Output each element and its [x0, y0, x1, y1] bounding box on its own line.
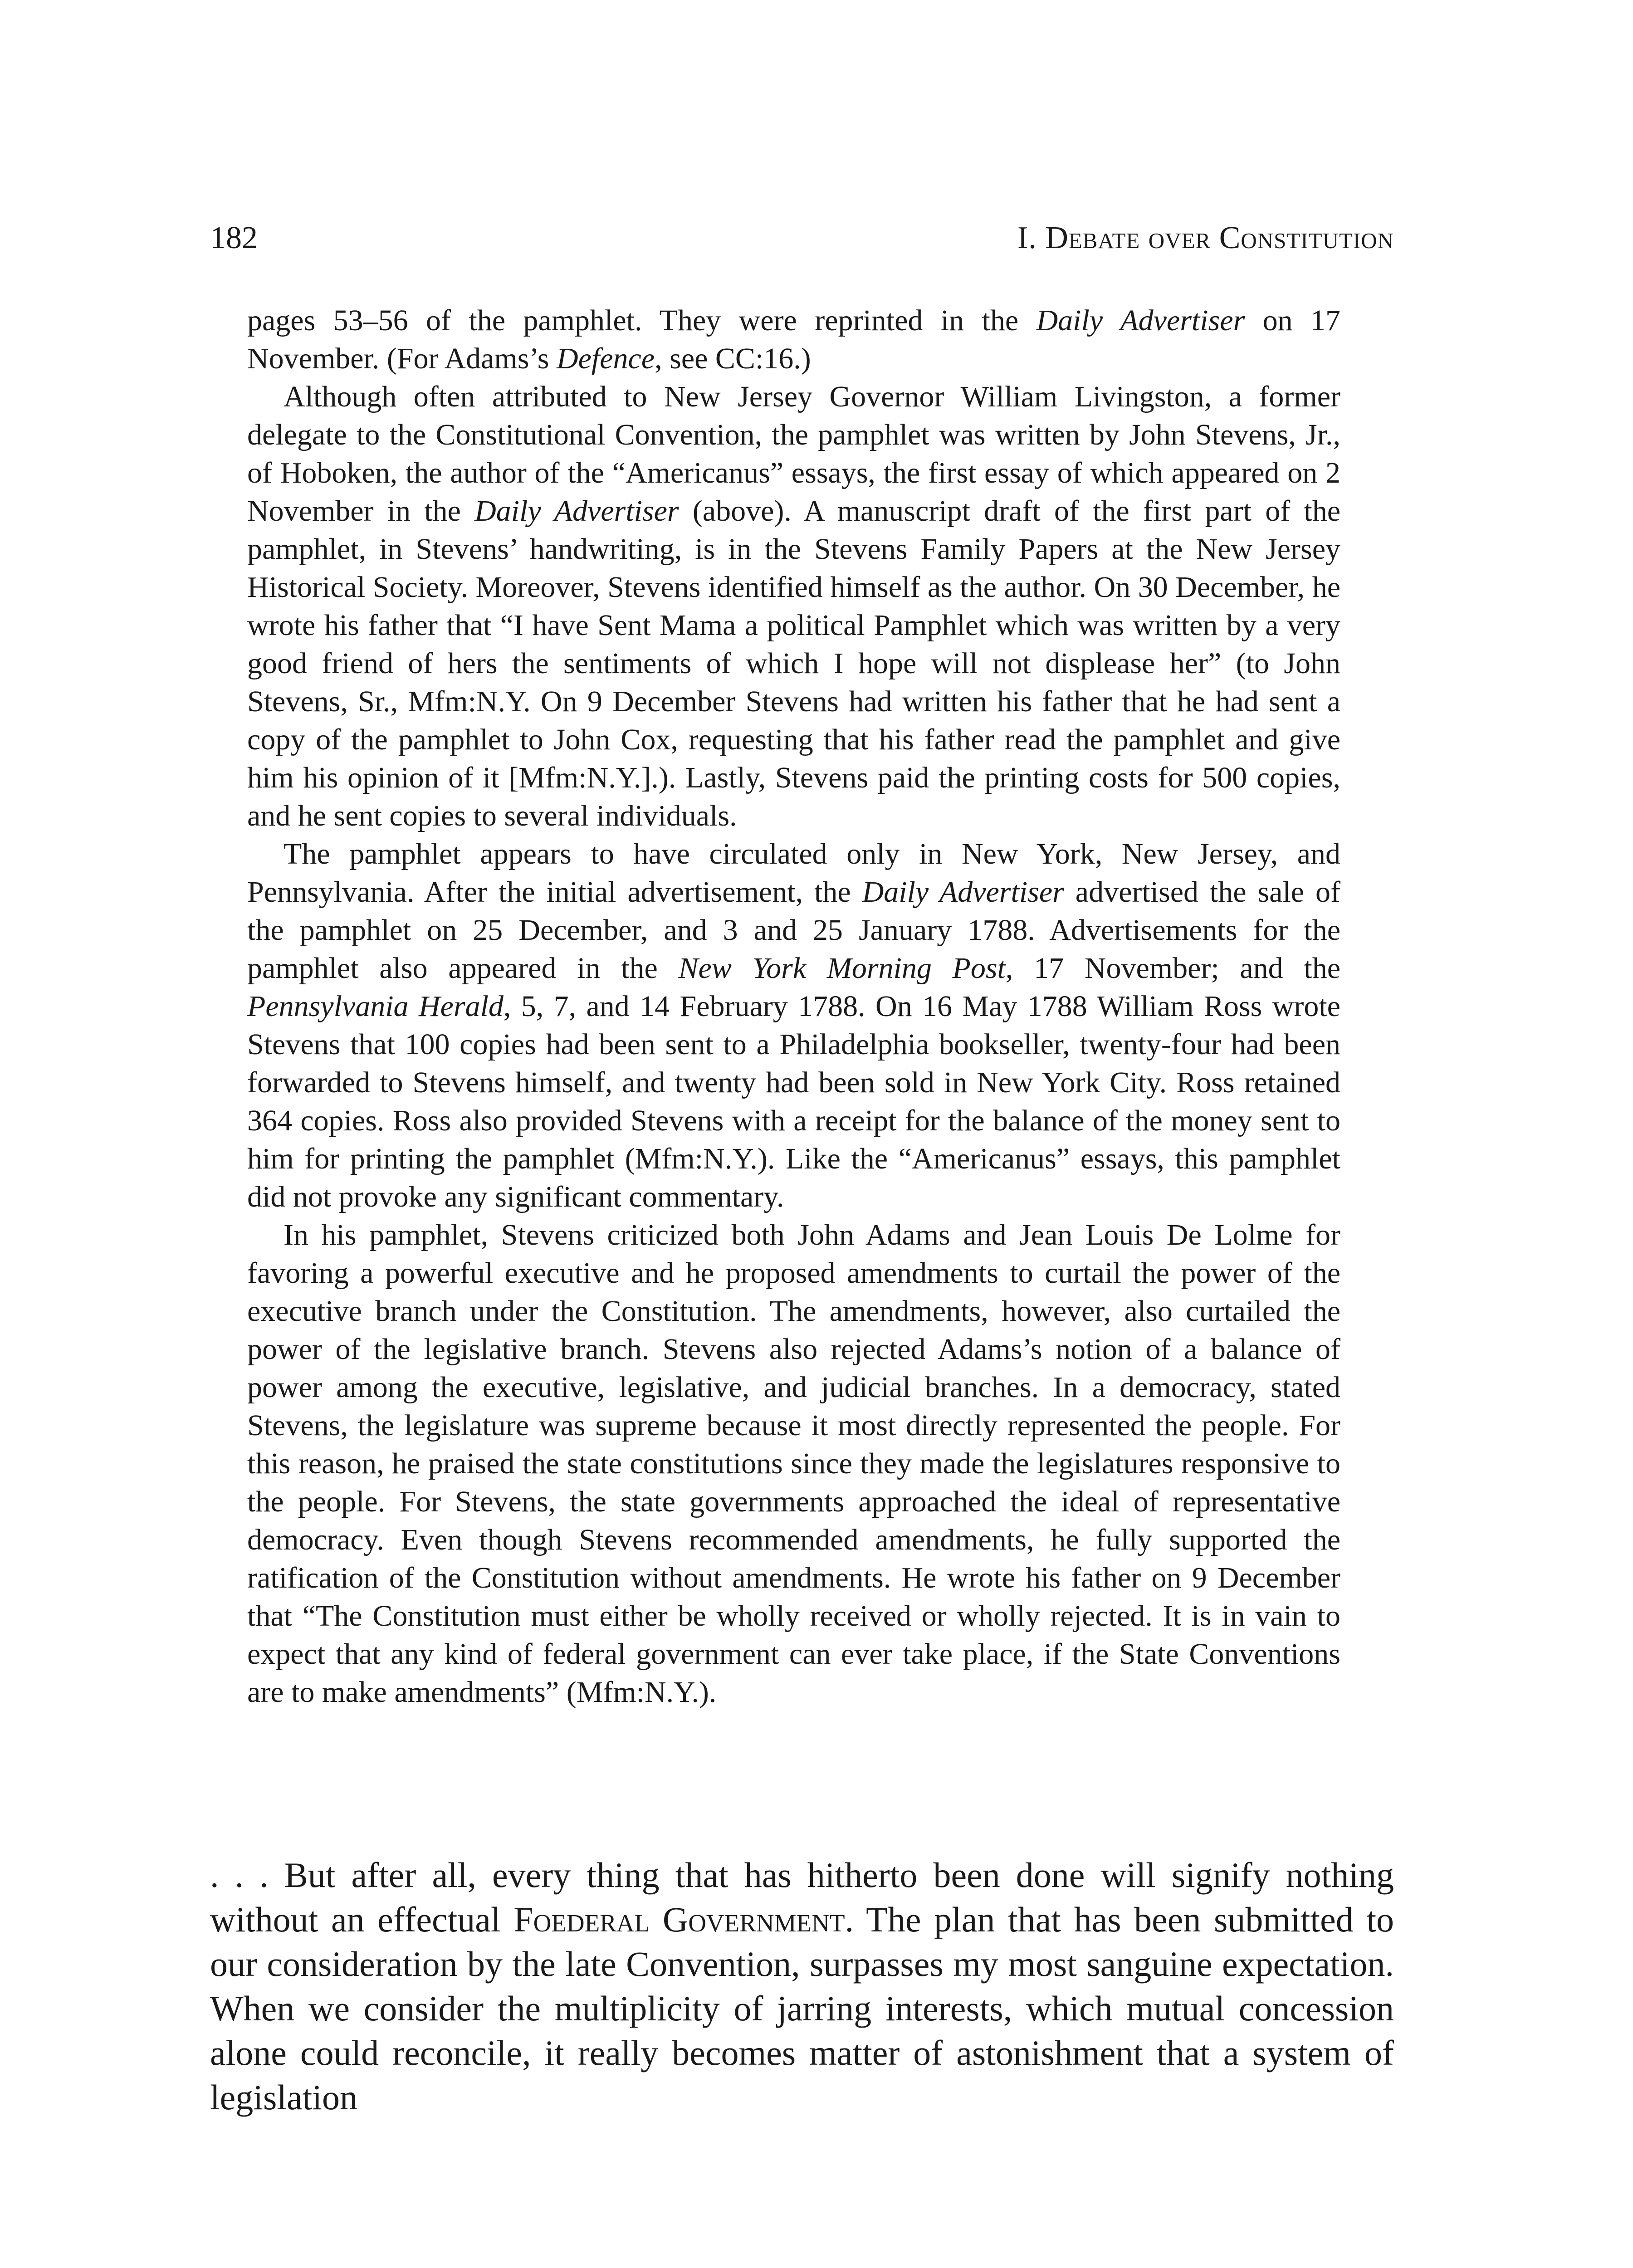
headnote-text: advertised the sale of the pamphlet on 25 December, and 3 and 25 January 1788. Advertisements for the pamphlet also appeared in the: [247, 875, 1341, 985]
newspaper-title: Daily Advertiser: [862, 875, 1064, 909]
document-text: [210, 1853, 1394, 2120]
headnote-text: , 17 November; and the: [1005, 952, 1340, 985]
headnote-text: , 5, 7, and 14 February 1788. On 16 May 1788 William Ross wrote Stevens that 100 copies had been sent to a Philadelphia bookseller, twenty-four had been forwarded to Stevens himself, and twenty had been sold in New York City. Ross retained 364 copies. Ross also provided Stevens with a receipt for the balance of the money sent to him for printing the pamphlet (Mfm:N.Y.). Like the “Americanus” essays, this pamphlet did not provoke any significant commentary.: [247, 990, 1340, 1213]
headnote-text: Although often attributed to New Jersey Governor William Livingston, a former delegate to the Constitutional Convention, the pamphlet was written by John Stevens, Jr., of Hoboken, the author of the “Americanus” essays, the first essay of which appeared on 2 November in the: [247, 380, 1340, 528]
document-paragraph: [210, 1853, 1394, 2120]
headnote-paragraph-3: [247, 835, 1340, 1216]
headnote-text: pages 53–56 of the pamphlet. They were reprinted in the: [247, 304, 1037, 337]
small-caps-phrase: Foederal Government: [513, 1900, 845, 1939]
running-head: [210, 213, 1394, 263]
section-title: I. Debate over Constitution: [1017, 220, 1394, 255]
headnote-paragraph-4: In his pamphlet, Stevens criticized both John Adams and Jean Louis De Lolme for favoring a powerful executive and he proposed amendments to curtail the power of the executive branch under the Constitution. The amendments, however, also curtailed the power of the legislative branch. Stevens also rejected Adams’s notion of a balance of power among the executive, legislative, and judicial branches. In a democracy, stated Stevens, the legislature was supreme because it most directly represented the people. For this reason, he praised the state constitutions since they made the legislatures responsive to the people. For Stevens, the state governments approached the ideal of representative democracy. Even though Stevens recommended amendments, he fully supported the ratification of the Constitution without amendments. He wrote his father on 9 December that “The Constitution must either be wholly received or wholly rejected. It is in vain to expect that any kind of federal government can ever take place, if the State Conventions are to make amendments” (Mfm:N.Y.).: [247, 1218, 1340, 1709]
newspaper-title: New York Morning Post: [678, 952, 1006, 985]
newspaper-title: Daily Advertiser: [474, 494, 679, 528]
newspaper-title: Daily Advertiser: [1036, 304, 1245, 337]
page-number: 182: [210, 220, 258, 255]
newspaper-title: Pennsylvania Herald: [247, 990, 504, 1023]
editorial-headnote: [247, 302, 1340, 1711]
work-title: Defence: [556, 342, 655, 375]
document-text-run: . . . But after all, every thing that has hitherto been done will signify nothing without an effectual: [210, 1855, 1394, 1939]
headnote-paragraph-1: [247, 302, 1340, 378]
document-text-run: . The plan that has been submitted to our consideration by the late Convention, surpasses my most sanguine expectation. When we consider the multiplicity of jarring interests, which mutual concession alone could reconcile, it really becomes matter of astonishment that a system of legislation: [210, 1900, 1394, 2117]
headnote-text: (above). A manuscript draft of the first part of the pamphlet, in Stevens’ handwriting, is in the Stevens Family Papers at the New Jersey Historical Society. Moreover, Stevens identified himself as the author. On 30 December, he wrote his father that “I have Sent Mama a political Pamphlet which was written by a very good friend of hers the sentiments of which I hope will not displease her” (to John Stevens, Sr., Mfm:N.Y. On 9 December Stevens had written his father that he had sent a copy of the pamphlet to John Cox, requesting that his father read the pamphlet and give him his opinion of it [Mfm:N.Y.].). Lastly, Stevens paid the printing costs for 500 copies, and he sent copies to several individuals.: [247, 494, 1340, 832]
headnote-text: , see CC:16.): [655, 342, 811, 375]
headnote-paragraph-2: [247, 378, 1340, 835]
headnote-text: on 17 November. (For Adams’s: [247, 304, 1340, 375]
headnote-text: The pamphlet appears to have circulated only in New York, New Jersey, and Pennsylvania. After the initial advertisement, the: [247, 837, 1340, 909]
